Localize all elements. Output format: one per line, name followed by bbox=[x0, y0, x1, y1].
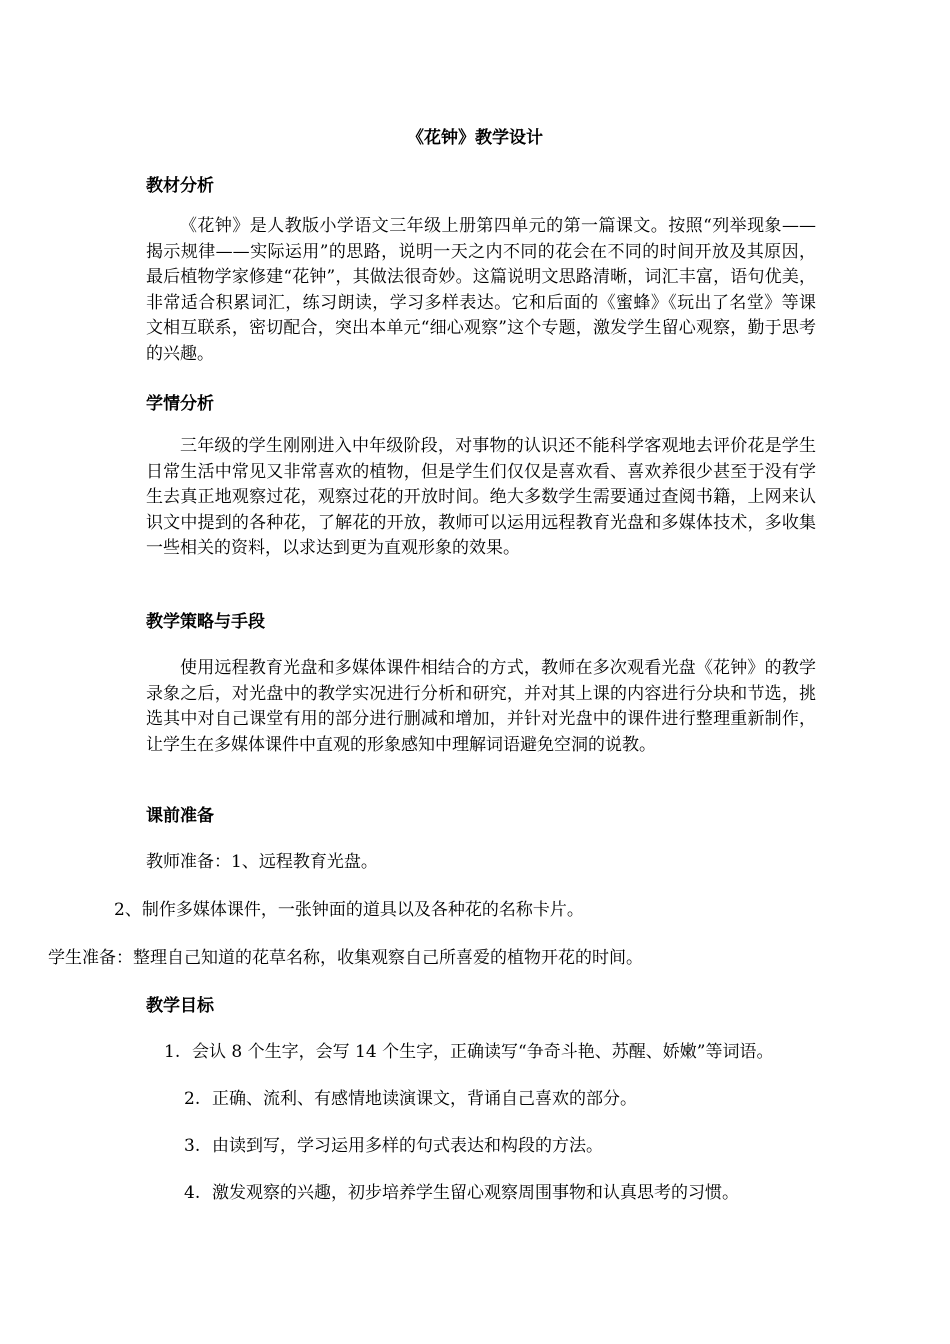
heading-teaching-goals: 教学目标 bbox=[146, 996, 214, 1016]
paragraph-material-analysis: 《花钟》是人教版小学语文三年级上册第四单元的第一篇课文。按照“列举现象——揭示规律——实际运用”的思路，说明一天之内不同的花会在不同的时间开放及其原因，最后植物学家修建“花钟”，其做法很奇妙。这篇说明文思路清晰，词汇丰富，语句优美，非常适合积累词汇，练习朗读，学习多样表达。它和后面的《蜜蜂》《玩出了名堂》等课文相互联系，密切配合，突出本单元“细心观察”这个专题，激发学生留心观察，勤于思考的兴趣。 bbox=[146, 216, 816, 364]
teacher-prep-line-1: 教师准备：1、远程教育光盘。 bbox=[146, 852, 378, 872]
goal-number: 1. bbox=[164, 1042, 181, 1062]
document-title: 《花钟》教学设计 bbox=[407, 128, 543, 148]
heading-material-analysis: 教材分析 bbox=[146, 176, 214, 196]
goal-item bbox=[184, 1181, 739, 1205]
goal-item bbox=[184, 1087, 637, 1111]
paragraph-teaching-strategy: 使用远程教育光盘和多媒体课件相结合的方式，教师在多次观看光盘《花钟》的教学录象之后，对光盘中的教学实况进行分析和研究，并对其上课的内容进行分块和节选，挑选其中对自己课堂有用的部分进行删减和增加，并针对光盘中的课件进行整理重新制作，让学生在多媒体课件中直观的形象感知中理解词语避免空洞的说教。 bbox=[146, 658, 816, 755]
student-prep-line: 学生准备：整理自己知道的花草名称，收集观察自己所喜爱的植物开花的时间。 bbox=[48, 948, 643, 968]
goal-number: 4. bbox=[184, 1183, 201, 1203]
goal-text: 由读到写，学习运用多样的句式表达和构段的方法。 bbox=[212, 1136, 603, 1156]
goal-text: 正确、流利、有感情地读演课文，背诵自己喜欢的部分。 bbox=[212, 1089, 637, 1109]
goal-text: 会认 8 个生字，会写 14 个生字，正确读写“争奇斗艳、苏醒、娇嫩”等词语。 bbox=[192, 1042, 774, 1062]
heading-student-analysis: 学情分析 bbox=[146, 394, 214, 414]
goal-item bbox=[164, 1040, 773, 1064]
goal-number: 2. bbox=[184, 1089, 201, 1109]
teacher-prep-line-2: 2、制作多媒体课件，一张钟面的道具以及各种花的名称卡片。 bbox=[114, 900, 584, 920]
heading-preparation: 课前准备 bbox=[146, 806, 214, 826]
paragraph-student-analysis: 三年级的学生刚刚进入中年级阶段，对事物的认识还不能科学客观地去评价花是学生日常生活中常见又非常喜欢的植物，但是学生们仅仅是喜欢看、喜欢养很少甚至于没有学生去真正地观察过花，观察过花的开放时间。绝大多数学生需要通过查阅书籍，上网来认识文中提到的各种花，了解花的开放，教师可以运用远程教育光盘和多媒体技术，多收集一些相关的资料，以求达到更为直观形象的效果。 bbox=[146, 436, 816, 559]
goal-number: 3. bbox=[184, 1136, 201, 1156]
goal-item bbox=[184, 1134, 603, 1158]
heading-teaching-strategy: 教学策略与手段 bbox=[146, 612, 265, 632]
goal-text: 激发观察的兴趣，初步培养学生留心观察周围事物和认真思考的习惯。 bbox=[212, 1183, 739, 1203]
